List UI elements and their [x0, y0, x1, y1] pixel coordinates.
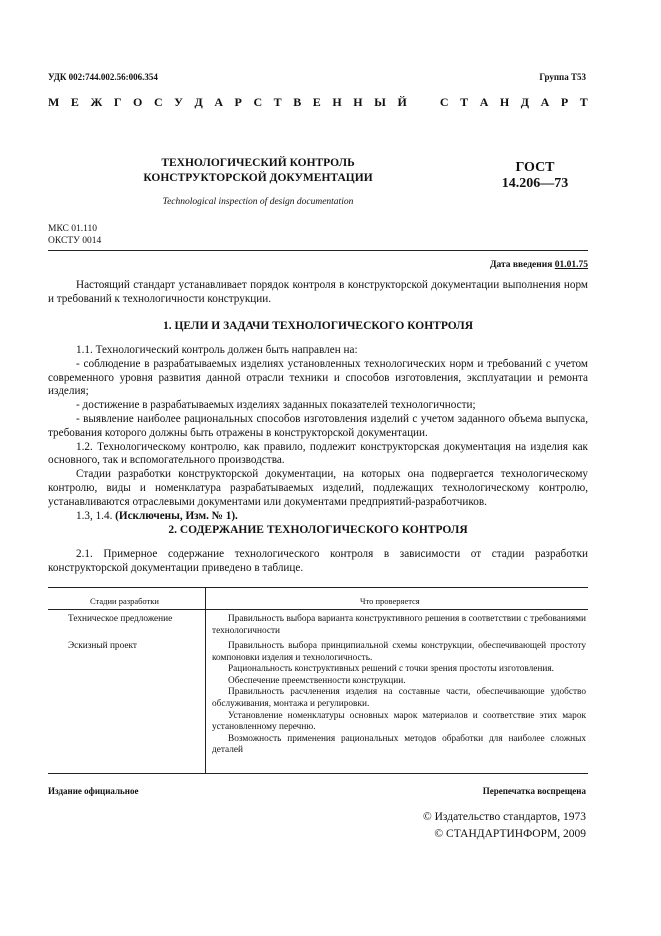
divider — [48, 250, 588, 251]
intro-paragraph: Настоящий стандарт устанавливает порядок контроля в конструкторской документации выполнения норм и требований к технологичности конструкции. — [48, 279, 588, 305]
banner-letter: Е — [70, 95, 79, 109]
amendment-note: (Исключены, Изм. № 1). — [115, 509, 238, 522]
paragraph: 2.1. Примерное содержание технологического контроля в зависимости от стадии разработки конструкторской документации приведено в таблице. — [48, 548, 588, 574]
banner-letter: Г — [113, 95, 122, 109]
banner-letter: Д — [194, 95, 203, 109]
paragraph: - выявление наиболее рациональных способов изготовления изделий с учетом заданного объема выпуска, требования которого должны быть отражены в конструкторской документации. — [48, 412, 588, 439]
table-row-stage: Эскизный проект — [68, 641, 137, 651]
banner-letter: Н — [353, 95, 363, 109]
banner-letter: В — [293, 95, 302, 109]
oksty-code: ОКСТУ 0014 — [48, 236, 102, 246]
banner-letter: Т — [579, 95, 588, 109]
intro-date — [490, 260, 588, 270]
banner-letter: А — [540, 95, 550, 109]
banner-letter: Ы — [374, 95, 386, 109]
gost-label: ГОСТ — [515, 160, 555, 175]
paragraph-amendment — [48, 510, 588, 524]
gost-designation — [490, 160, 580, 192]
banner-letter: Р — [560, 95, 569, 109]
copyright-line-1: © Издательство стандартов, 1973 — [422, 811, 586, 823]
paragraph: 1.1. Технологический контроль должен быть направлен на: — [76, 344, 358, 356]
table-column-divider — [205, 588, 206, 773]
mks-code: МКС 01.110 — [48, 224, 98, 234]
table-header-border — [48, 609, 588, 610]
banner-letter: У — [174, 95, 183, 109]
title-line-1: ТЕХНОЛОГИЧЕСКИЙ КОНТРОЛЬ — [161, 157, 355, 169]
section-1-heading: 1. ЦЕЛИ И ЗАДАЧИ ТЕХНОЛОГИЧЕСКОГО КОНТРОЛЯ — [162, 320, 474, 332]
intro-date-label: Дата введения — [489, 260, 553, 270]
section-2-heading: 2. СОДЕРЖАНИЕ ТЕХНОЛОГИЧЕСКОГО КОНТРОЛЯ — [168, 524, 468, 536]
check-item: Установление номенклатуры основных марок материалов и соответствие этих марок установленному перечню. — [212, 710, 586, 733]
document-title — [128, 156, 388, 186]
table-row-stage: Техническое предложение — [68, 614, 173, 624]
title-line-2: КОНСТРУКТОРСКОЙ ДОКУМЕНТАЦИИ — [143, 172, 373, 184]
banner-letter: С — [439, 95, 449, 109]
official-edition-note: Издание официальное — [48, 786, 139, 796]
banner-letter: С — [153, 95, 163, 109]
english-title: Technological inspection of design documentation — [162, 197, 354, 207]
banner-letter: Д — [520, 95, 530, 109]
banner-letter: Т — [460, 95, 469, 109]
check-item: Возможность применения рациональных методов обработки для наиболее сложных деталей — [212, 733, 586, 756]
standard-type-banner — [48, 95, 588, 110]
check-item: Правильность выбора варианта конструктивного решения в соответствии с требованиями технологичности — [212, 614, 586, 636]
paragraph: - соблюдение в разрабатываемых изделиях установленных технологических норм и требований с учетом современного уровня развития данной отрасли техники и способов изготовления, эксплуатации и ремонта изделия; — [48, 357, 588, 398]
check-item: Рациональность конструктивных решений с точки зрения простоты изготовления. — [228, 664, 554, 675]
banner-letter: Й — [397, 95, 407, 109]
banner-letter: С — [253, 95, 263, 109]
table-bottom-border — [48, 773, 588, 774]
reprint-prohibited-note: Перепечатка воспрещена — [482, 786, 586, 796]
banner-letter: Н — [332, 95, 342, 109]
table-header-stages: Стадии разработки — [90, 596, 159, 606]
paragraph: 1.2. Технологическому контролю, как правило, подлежит конструкторская документация на изделия как основного, так и вспомогательного производства. — [48, 440, 588, 467]
table-header-checks: Что проверяется — [360, 596, 420, 606]
classification-codes — [48, 223, 101, 247]
paragraph: Стадии разработки конструкторской документации, на которых она подвергается технологическому контролю, виды и номенклатура разрабатываемых изделий, подлежащих технологическому контролю, устанавливаются отраслевыми документами или документами предприятий-разработчиков. — [48, 468, 588, 508]
amendment-prefix: 1.3, 1.4. — [76, 509, 113, 522]
table-top-border — [48, 587, 588, 588]
banner-letter: Н — [499, 95, 510, 109]
intro-date-value: 01.01.75 — [554, 260, 588, 270]
intro-paragraph-block — [48, 279, 588, 307]
paragraph: - достижение в разрабатываемых изделиях заданных показателей технологичности; — [76, 399, 476, 412]
banner-letter: Т — [273, 95, 282, 109]
banner-letter: М — [48, 95, 60, 109]
banner-letter: А — [479, 95, 489, 109]
copyright-line-2: © СТАНДАРТИНФОРМ, 2009 — [434, 828, 586, 840]
banner-letter: Е — [312, 95, 321, 109]
check-item: Правильность выбора принципиальной схемы конструкции, обеспечивающей простоту компоновки изделия и технологичность. — [212, 641, 586, 663]
check-item: Обеспечение преемственности конструкции. — [228, 675, 406, 686]
check-item: Правильность расчленения изделия на составные части, обеспечивающие удобство обслуживания, монтажа и регулировки. — [212, 687, 586, 709]
table-row-checks — [212, 614, 586, 637]
gost-number: 14.206—73 — [501, 176, 569, 191]
banner-letter: Р — [234, 95, 242, 109]
section-1-body — [48, 344, 588, 523]
table-row-checks — [212, 641, 586, 757]
banner-gap — [418, 95, 428, 110]
banner-letter: Ж — [90, 95, 103, 109]
banner-letter: А — [214, 95, 223, 109]
group-code: Группа Т53 — [539, 72, 586, 82]
section-2-body — [48, 548, 588, 576]
udk-code: УДК 002:744.002.56:006.354 — [48, 72, 158, 82]
banner-letter: О — [133, 95, 143, 109]
